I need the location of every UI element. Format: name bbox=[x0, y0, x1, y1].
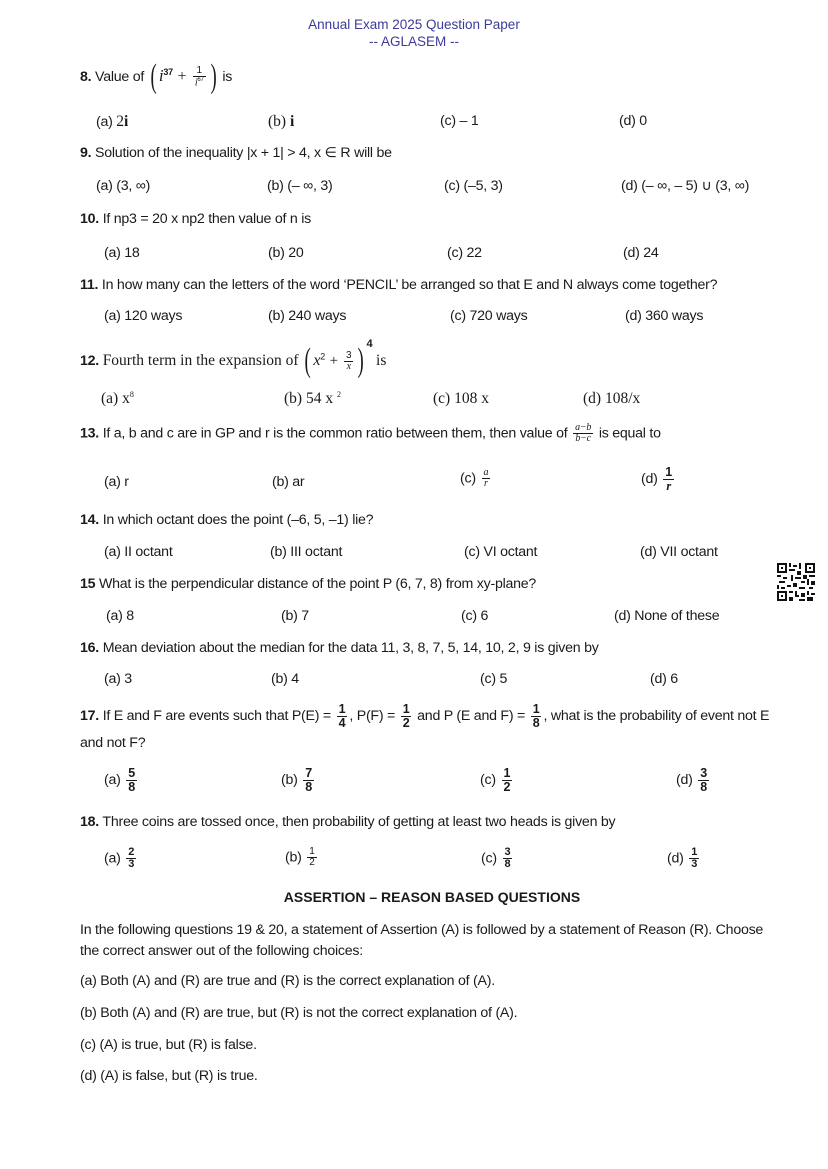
q13-option-c[interactable]: (c) $\frac{a}{r}$ bbox=[460, 467, 489, 489]
q10-option-a[interactable]: (a) 18 bbox=[104, 245, 140, 261]
question-11 bbox=[80, 277, 717, 293]
question-text-end: is bbox=[222, 68, 233, 85]
q9-option-d[interactable]: (d) (– ∞, – 5) ∪ (3, ∞) bbox=[621, 178, 750, 194]
q13-option-a[interactable]: (a) r bbox=[104, 474, 129, 490]
question-text-part: and P (E and F) = bbox=[417, 707, 526, 724]
option-label: (a) bbox=[104, 850, 121, 867]
question-text-end: is equal to bbox=[598, 425, 661, 442]
option-label: (d) bbox=[676, 771, 693, 788]
option-label: (a) bbox=[104, 771, 121, 788]
q14-option-a[interactable]: (a) II octant bbox=[104, 544, 173, 560]
q16-option-c[interactable]: (c) 5 bbox=[480, 671, 508, 687]
q10-option-c[interactable]: (c) 22 bbox=[447, 245, 482, 261]
option-label: (b) bbox=[281, 771, 298, 788]
question-number: 9. bbox=[80, 145, 92, 161]
question-text: If E and F are events such that P(E) = bbox=[102, 707, 331, 724]
q16-option-b[interactable]: (b) 4 bbox=[271, 671, 299, 687]
question-14 bbox=[80, 512, 373, 528]
fraction-numerator: a−b bbox=[575, 422, 592, 433]
question-13 bbox=[80, 423, 661, 444]
q18-option-a[interactable]: (a) $\frac{2}{3}$ bbox=[104, 846, 135, 870]
question-number: 15 bbox=[80, 576, 96, 592]
q18-option-c[interactable]: (c) $\frac{3}{8}$ bbox=[481, 846, 511, 870]
header-title: Annual Exam 2025 Question Paper bbox=[308, 17, 520, 32]
q9-option-b[interactable]: (b) (– ∞, 3) bbox=[267, 178, 333, 194]
question-number: 11. bbox=[80, 277, 99, 293]
q15-option-c[interactable]: (c) 6 bbox=[461, 608, 489, 624]
question-text-part: , what is the probability of event not E bbox=[543, 707, 770, 724]
q14-option-c[interactable]: (c) VI octant bbox=[464, 544, 538, 560]
q18-option-b[interactable]: (b) $\frac{1}{2}$ bbox=[285, 846, 315, 868]
question-15 bbox=[80, 576, 536, 592]
question-9 bbox=[80, 145, 392, 161]
question-text: In how many can the letters of the word ‘PENCIL’ be arranged so that E and N always come together? bbox=[101, 277, 718, 293]
q12-option-b[interactable]: (b) 54 x $^2$ bbox=[284, 390, 341, 408]
choice-d: (d) (A) is false, but (R) is true. bbox=[80, 1068, 258, 1084]
q15-option-d[interactable]: (d) None of these bbox=[614, 608, 720, 624]
q13-option-d[interactable]: (d) $\frac{1}{r}$ bbox=[641, 465, 672, 493]
question-text-end: is bbox=[376, 352, 387, 369]
q11-option-a[interactable]: (a) 120 ways bbox=[104, 308, 183, 324]
q16-option-a[interactable]: (a) 3 bbox=[104, 671, 132, 687]
option-label: (c) bbox=[481, 850, 497, 867]
question-number: 14. bbox=[80, 512, 99, 528]
q17-option-d[interactable]: (d) $\frac{3}{8}$ bbox=[676, 766, 707, 794]
question-text: If np3 = 20 x np2 then value of n is bbox=[102, 211, 311, 227]
question-number: 13. bbox=[80, 425, 99, 442]
section-intro: In the following questions 19 & 20, a statement of Assertion (A) is followed by a statement of Reason (R). Choose the correct answer out of the following choices: bbox=[80, 922, 764, 959]
question-number: 12. bbox=[80, 353, 99, 369]
question-text: If a, b and c are in GP and r is the common ratio between them, then value of bbox=[102, 425, 568, 442]
question-8: 8. Value of ( $i^{37}$ + $\frac{1}{i^{67}}$ ) is bbox=[80, 58, 233, 95]
q10-option-b[interactable]: (b) 20 bbox=[268, 245, 304, 261]
question-number: 16. bbox=[80, 640, 99, 656]
q12-option-a[interactable]: (a) $x^8$ bbox=[101, 390, 134, 408]
question-text-part: , P(F) = bbox=[349, 707, 396, 724]
q15-option-b[interactable]: (b) 7 bbox=[281, 608, 309, 624]
choice-c: (c) (A) is true, but (R) is false. bbox=[80, 1037, 257, 1053]
question-text: What is the perpendicular distance of the point P (6, 7, 8) from xy-plane? bbox=[98, 576, 537, 592]
q18-option-d[interactable]: (d) $\frac{1}{3}$ bbox=[667, 846, 698, 870]
q8-option-c[interactable]: (c) – 1 bbox=[440, 113, 479, 129]
choice-b: (b) Both (A) and (R) are true, but (R) is not the correct explanation of (A). bbox=[80, 1005, 518, 1021]
q15-option-a[interactable]: (a) 8 bbox=[106, 608, 134, 624]
q8-option-b[interactable]: (b) i bbox=[268, 113, 295, 130]
question-number: 18. bbox=[80, 814, 99, 830]
question-text: Value of bbox=[95, 68, 145, 85]
question-number: 17. bbox=[80, 707, 99, 724]
question-10 bbox=[80, 211, 311, 227]
option-label: (c) bbox=[480, 771, 496, 788]
choice-a: (a) Both (A) and (R) are true and (R) is the correct explanation of (A). bbox=[80, 973, 495, 989]
option-label: (c) bbox=[460, 470, 476, 487]
question-17: 17. If E and F are events such that P(E) = $\frac{1}{4}$ , P(F) = $\frac{1}{2}$ and P (E and F) = $\frac{1}{8}$ , what is the probability of event not E bbox=[80, 702, 770, 730]
question-16 bbox=[80, 640, 599, 656]
q8-option-d[interactable]: (d) 0 bbox=[619, 113, 647, 129]
header-subtitle: -- AGLASEM -- bbox=[368, 34, 459, 49]
qr-code bbox=[777, 563, 815, 601]
fraction-denominator: b−c bbox=[575, 433, 591, 444]
q8-option-a[interactable]: (a) 2i bbox=[96, 113, 129, 130]
q10-option-d[interactable]: (d) 24 bbox=[623, 245, 659, 261]
question-12: 12. Fourth term in the expansion of ( $x^2$ + $\frac{3}{x}$ ) $^4$ is bbox=[80, 338, 387, 380]
q12-option-c[interactable]: (c) 108 x bbox=[433, 390, 489, 407]
option-label: (d) bbox=[667, 850, 684, 867]
q16-option-d[interactable]: (d) 6 bbox=[650, 671, 678, 687]
q14-option-d[interactable]: (d) VII octant bbox=[640, 544, 718, 560]
q17-option-b[interactable]: (b) $\frac{7}{8}$ bbox=[281, 766, 312, 794]
question-text: In which octant does the point (–6, 5, –1) lie? bbox=[102, 512, 374, 528]
q13-option-b[interactable]: (b) ar bbox=[272, 474, 305, 490]
question-text: Solution of the inequality |x + 1| > 4, x ∈ R will be bbox=[95, 145, 392, 161]
q12-option-d[interactable]: (d) 108/x bbox=[583, 390, 641, 407]
q14-option-b[interactable]: (b) III octant bbox=[270, 544, 343, 560]
q17-option-a[interactable]: (a) $\frac{5}{8}$ bbox=[104, 766, 135, 794]
question-number: 8. bbox=[80, 68, 92, 85]
question-text: Mean deviation about the median for the data 11, 3, 8, 7, 5, 14, 10, 2, 9 is given by bbox=[102, 640, 599, 656]
question-text: Fourth term in the expansion of bbox=[102, 352, 299, 369]
option-label: (b) bbox=[285, 849, 302, 866]
q11-option-c[interactable]: (c) 720 ways bbox=[450, 308, 528, 324]
q11-option-d[interactable]: (d) 360 ways bbox=[625, 308, 704, 324]
q11-option-b[interactable]: (b) 240 ways bbox=[268, 308, 347, 324]
q9-option-a[interactable]: (a) (3, ∞) bbox=[96, 178, 151, 194]
section-title: ASSERTION – REASON BASED QUESTIONS bbox=[283, 889, 581, 905]
q17-option-c[interactable]: (c) $\frac{1}{2}$ bbox=[480, 766, 511, 794]
q9-option-c[interactable]: (c) (–5, 3) bbox=[444, 178, 503, 194]
question-text: Three coins are tossed once, then probability of getting at least two heads is given by bbox=[102, 814, 616, 830]
question-17-cont: and not F? bbox=[80, 735, 146, 751]
question-number: 10. bbox=[80, 211, 99, 227]
question-18 bbox=[80, 814, 615, 830]
option-label: (d) bbox=[641, 470, 658, 487]
